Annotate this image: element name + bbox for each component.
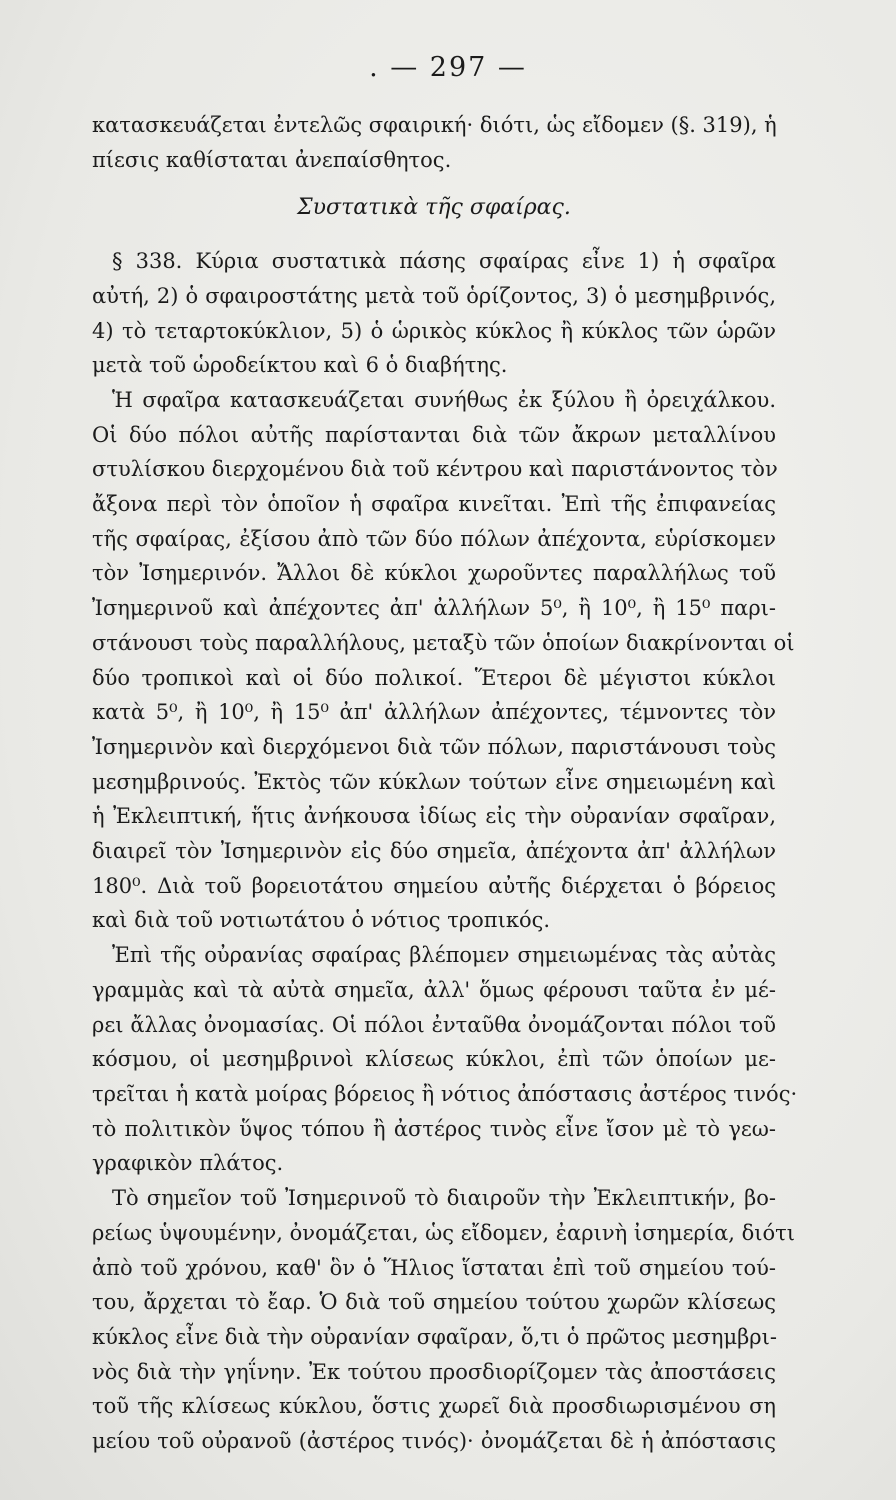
section-heading: Συστατικὰ τῆς σφαίρας. <box>297 195 571 221</box>
text-line: τρεῖται ἡ κατὰ μοίρας βόρειος ἢ νότιος ἀπόστασις ἀστέρος τινός· <box>92 1081 798 1106</box>
text-line: ἄξονα περὶ τὸν ὁποῖον ἡ σφαῖρα κινεῖται. Ἐπὶ τῆς ἐπιφανείας <box>92 492 776 517</box>
text-line: Ἐπὶ τῆς οὐρανίας σφαίρας βλέπομεν σημειωμένας τὰς αὐτὰς <box>112 943 776 968</box>
text-line: Ἡ σφαῖρα κατασκευάζεται συνήθως ἐκ ξύλου ἢ ὀρειχάλκου. <box>112 387 776 412</box>
text-line: μεσημβρινούς. Ἐκτὸς τῶν κύκλων τούτων εἶνε σημειωμένη καὶ <box>92 769 776 794</box>
text-line: ρει ἄλλας ὀνομασίας. Οἱ πόλοι ἐνταῦθα ὀνομάζονται πόλοι τοῦ <box>92 1012 776 1037</box>
text-line: § 338. Κύρια συστατικὰ πάσης σφαίρας εἶνε 1) ἡ σφαῖρα <box>112 249 776 274</box>
text-line: ἀπὸ τοῦ χρόνου, καθ' ὃν ὁ Ἥλιος ἵσταται ἐπὶ τοῦ σημείου τού- <box>92 1255 776 1280</box>
text-line: γραφικὸν πλάτος. <box>92 1151 284 1176</box>
text-line: του, ἄρχεται τὸ ἔαρ. Ὁ διὰ τοῦ σημείου τούτου χωρῶν κλίσεως <box>92 1290 776 1315</box>
text-line: κατὰ 5⁰, ἢ 10⁰, ἢ 15⁰ ἀπ' ἀλλήλων ἀπέχοντες, τέμνοντες τὸν <box>92 700 776 725</box>
text-line: κατασκευάζεται ἐντελῶς σφαιρική· διότι, ὡς εἴδομεν (§. 319), ἡ <box>92 113 777 137</box>
text-line: ἡ Ἐκλειπτική, ἥτις ἀνήκουσα ἰδίως εἰς τὴν οὐρανίαν σφαῖραν, <box>92 804 776 829</box>
text-line: γραμμὰς καὶ τὰ αὐτὰ σημεῖα, ἀλλ' ὅμως φέρουσι ταῦτα ἐν μέ- <box>92 977 776 1002</box>
text-line: Τὸ σημεῖον τοῦ Ἰσημερινοῦ τὸ διαιροῦν τὴν Ἐκλειπτικήν, βο- <box>112 1186 776 1211</box>
page-number: . — 297 — <box>369 52 527 83</box>
text-line: τῆς σφαίρας, ἐξίσου ἀπὸ τῶν δύο πόλων ἀπέχοντα, εὑρίσκομεν <box>92 526 776 551</box>
text-line: 180⁰. Διὰ τοῦ βορειοτάτου σημείου αὐτῆς διέρχεται ὁ βόρειος <box>92 873 776 898</box>
text-line: τὸν Ἰσημερινόν. Ἄλλοι δὲ κύκλοι χωροῦντες παραλλήλως τοῦ <box>92 561 776 586</box>
text-line: τοῦ τῆς κλίσεως κύκλου, ὅστις χωρεῖ διὰ προσδιωρισμένου ση <box>92 1394 776 1419</box>
text-line: καὶ διὰ τοῦ νοτιωτάτου ὁ νότιος τροπικός. <box>92 908 551 933</box>
text-line: δύο τροπικοὶ καὶ οἱ δύο πολικοί. Ἕτεροι δὲ μέγιστοι κύκλοι <box>92 665 776 690</box>
text-line: διαιρεῖ τὸν Ἰσημερινὸν εἰς δύο σημεῖα, ἀπέχοντα ἀπ' ἀλλήλων <box>92 839 776 864</box>
text-line: μείου τοῦ οὐρανοῦ (ἀστέρος τινός)· ὀνομάζεται δὲ ἡ ἀπόστασις <box>92 1429 776 1454</box>
text-line: πίεσις καθίσταται ἀνεπαίσθητος. <box>92 147 452 172</box>
text-line: αὐτή, 2) ὁ σφαιροστάτης μετὰ τοῦ ὁρίζοντος, 3) ὁ μεσημβρινός, <box>92 283 776 308</box>
text-line: νὸς διὰ τὴν γηΐνην. Ἐκ τούτου προσδιορίζομεν τὰς ἀποστάσεις <box>92 1359 776 1384</box>
text-line: στάνουσι τοὺς παραλλήλους, μεταξὺ τῶν ὁποίων διακρίνονται οἱ <box>92 630 795 655</box>
text-line: Ἰσημερινοῦ καὶ ἀπέχοντες ἀπ' ἀλλήλων 5⁰, ἢ 10⁰, ἢ 15⁰ παρι- <box>92 596 776 621</box>
page-body <box>92 108 798 1459</box>
text-line: κύκλος εἶνε διὰ τὴν οὐρανίαν σφαῖραν, ὅ,τι ὁ πρῶτος μεσημβρι- <box>92 1324 777 1349</box>
text-line: ρείως ὑψουμένην, ὀνομάζεται, ὡς εἴδομεν, ἐαρινὴ ἰσημερία, διότι <box>92 1220 795 1245</box>
text-line: Ἰσημερινὸν καὶ διερχόμενοι διὰ τῶν πόλων, παριστάνουσι τοὺς <box>92 734 776 759</box>
text-line: στυλίσκου διερχομένου διὰ τοῦ κέντρου καὶ παριστάνοντος τὸν <box>92 457 778 482</box>
text-line: κόσμου, οἱ μεσημβρινοὶ κλίσεως κύκλοι, ἐπὶ τῶν ὁποίων με- <box>92 1047 776 1072</box>
text-line: Οἱ δύο πόλοι αὐτῆς παρίστανται διὰ τῶν ἄκρων μεταλλίνου <box>92 422 776 447</box>
text-line: μετὰ τοῦ ὡροδείκτου καὶ 6 ὁ διαβήτης. <box>92 353 508 378</box>
text-line: 4) τὸ τεταρτοκύκλιον, 5) ὁ ὡρικὸς κύκλος ἢ κύκλος τῶν ὡρῶν <box>92 318 776 343</box>
paragraphs <box>92 244 798 1459</box>
text-line: τὸ πολιτικὸν ὕψος τόπου ἢ ἀστέρος τινὸς εἶνε ἴσον μὲ τὸ γεω- <box>92 1116 776 1141</box>
